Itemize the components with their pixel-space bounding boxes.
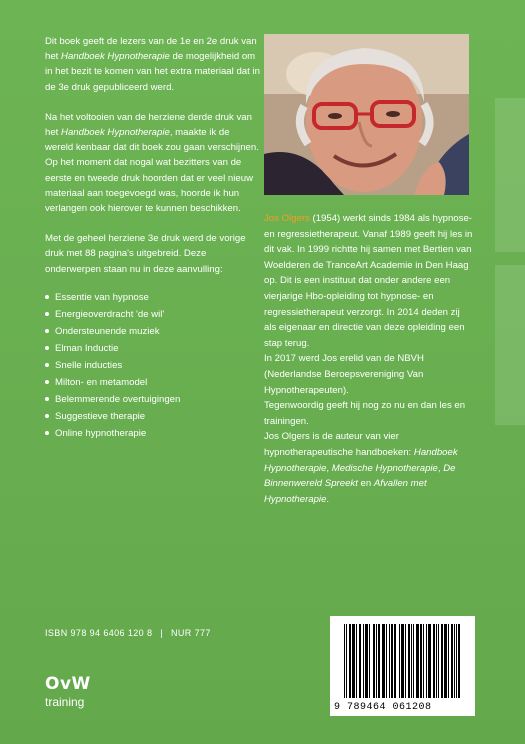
book-title-ref: Medische Hypnotherapie xyxy=(331,462,438,474)
topics-intro-paragraph: Met de geheel herziene 3e druk werd de vorige druk met 88 pagina's uitgebreid. Deze onderwerpen staan nu in deze aanvulling: xyxy=(45,233,246,275)
publisher-logo-mark: OvW xyxy=(45,674,91,694)
book-title-ref: Handboek Hypnotherapie xyxy=(264,446,458,474)
list-item: Energieoverdracht 'de wil' xyxy=(45,306,260,323)
author-bio-paragraph: Jos Olgers (1954) werkt sinds 1984 als hypnose- en regressietherapeut. Vanaf 1989 geeft hij les in dit vak. In 1999 richtte hij samen met Bertien van Woelderen de TranceArt Academie in Den Haag op. Dit is een instituut dat onder andere een vierjarige Hbo-opleiding tot hypnose- en regressietherapeut verzorgt. In 2014 deden zij als eigenaar en directie van deze opleiding een stap terug. xyxy=(264,213,473,349)
book-title-ref: Handboek Hypnotherapie xyxy=(61,127,170,139)
barcode-bars xyxy=(344,624,461,698)
intro-paragraph: Dit boek geeft de lezers van de 1e en 2e druk van het Handboek Hypnotherapie de mogelijkheid om in het bezit te komen van het extra materiaal dat in de 3e druk gepubliceerd werd. xyxy=(45,36,260,93)
list-item: Milton- en metamodel xyxy=(45,374,260,391)
list-item: Suggestieve therapie xyxy=(45,408,260,425)
publisher-logo xyxy=(45,676,105,716)
barcode-digits: 9 789464 061208 xyxy=(334,702,432,713)
list-item: Online hypnotherapie xyxy=(45,425,260,442)
nur-label: NUR xyxy=(170,628,192,638)
isbn-number: 978 94 6406 120 8 xyxy=(70,628,153,638)
list-item: Essentie van hypnose xyxy=(45,289,260,306)
nur-number: 777 xyxy=(194,628,211,638)
isbn-label: ISBN xyxy=(45,628,68,638)
topics-list xyxy=(45,289,260,442)
book-title-ref: Afvallen met Hypnotherapie xyxy=(264,478,427,505)
books-paragraph: Jos Olgers is de auteur van vier hypnotherapeutische handboeken: Handboek Hypnotherapie, Medische Hypnotherapie, De Binnenwereld Spreekt en Afvallen met Hypnotherapie. xyxy=(264,431,458,505)
right-column xyxy=(264,211,474,507)
author-name: Jos Olgers xyxy=(264,213,310,224)
divider: | xyxy=(160,628,164,638)
side-tab-top xyxy=(495,98,525,252)
isbn-barcode xyxy=(330,616,475,716)
honorary-member-paragraph: In 2017 werd Jos erelid van de NBVH (Nederlandse Beroepsvereniging Van Hypnotherapeuten). xyxy=(264,353,424,396)
isbn-nur-line xyxy=(45,628,211,638)
author-photo xyxy=(264,34,469,195)
background-paragraph: Na het voltooien van de herziene derde druk van het Handboek Hypnotherapie, maakte ik de wereld kenbaar dat dit boek zou gaan verschijnen. Op het moment dat nogal wat bezitters van de eerste en tweede druk hoorden dat er veel nieuw materiaal aan toegevoegd was, hoorde ik hun verlangen ook hierover te kunnen beschikken. xyxy=(45,111,259,215)
list-item: Snelle inducties xyxy=(45,357,260,374)
current-activity-paragraph: Tegenwoordig geeft hij nog zo nu en dan les en trainingen. xyxy=(264,400,466,427)
book-title-ref: Handboek Hypnotherapie xyxy=(61,51,170,63)
side-tab-bottom xyxy=(495,265,525,425)
list-item: Elman Inductie xyxy=(45,340,260,357)
left-column xyxy=(45,34,260,442)
publisher-logo-sub: training xyxy=(45,695,85,709)
book-title-ref: De Binnenwereld Spreekt xyxy=(264,462,456,490)
list-item: Belemmerende overtuigingen xyxy=(45,391,260,408)
list-item: Ondersteunende muziek xyxy=(45,323,260,340)
